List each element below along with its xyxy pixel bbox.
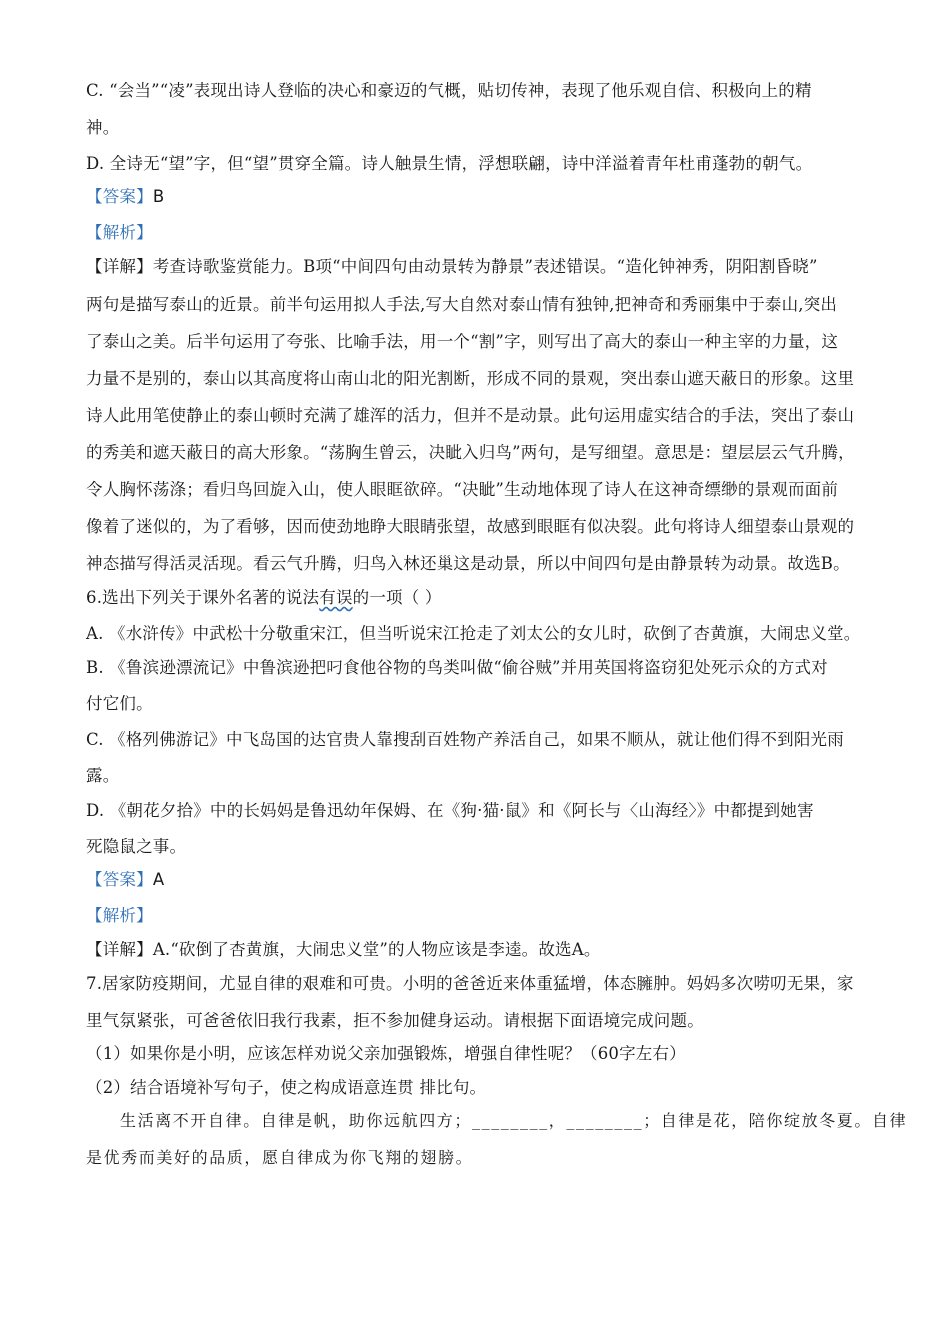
q6-option-b-line2: 付它们。 xyxy=(86,694,153,713)
detail-label: 【详解】 xyxy=(86,257,153,276)
q6-answer xyxy=(86,868,876,892)
q7-stem-line2: 里气氛紧张，可爸爸依旧我行我素，拒不参加健身运动。请根据下面语境完成问题。 xyxy=(86,1011,704,1030)
q5-option-c-line1: C. “会当”“凌”表现出诗人登临的决心和豪迈的气概，贴切传神，表现了他乐观自信、积极向上的精 xyxy=(86,81,812,100)
q5-detail-line-4: 诗人此用笔使静止的泰山顿时充满了雄浑的活力，但并不是动景。此句运用虚实结合的手法，突出了泰山 xyxy=(86,406,855,425)
answer-label: 【答案】 xyxy=(86,187,153,206)
detail-text: A.“砍倒了杏黄旗，大闹忠义堂”的人物应该是李逵。故选A。 xyxy=(152,940,601,959)
q6-option-c-line2: 露。 xyxy=(86,766,120,785)
answer-label: 【答案】 xyxy=(86,870,153,889)
answer-value: A xyxy=(152,870,165,889)
q6-option-c-line1: C. 《格列佛游记》中飞岛国的达官贵人靠搜刮百姓物产养活自己，如果不顺从，就让他们得不到阳光雨 xyxy=(86,730,844,749)
q6-option-d-line2: 死隐鼠之事。 xyxy=(86,837,187,856)
q5-detail-line-2: 了泰山之美。后半句运用了夸张、比喻手法，用一个“割”字，则写出了高大的泰山一种主宰的力量，这 xyxy=(86,332,839,351)
q7-subquestion-1: （1）如果你是小明，应该怎样劝说父亲加强锻炼，增强自律性呢？（60字左右） xyxy=(86,1044,686,1063)
q7-paragraph-line1: 生活离不开自律。自律是帆，助你远航四方；________，________；自律是花，陪你绽放冬夏。自律 xyxy=(120,1111,908,1130)
q5-detail-line-0 xyxy=(86,255,876,279)
q6-option-a: A. 《水浒传》中武松十分敬重宋江，但当听说宋江抢走了刘太公的女儿时，砍倒了杏黄旗，大闹忠义堂。 xyxy=(86,624,861,643)
q6-option-d-line1: D. 《朝花夕拾》中的长妈妈是鲁迅幼年保姆、在《狗·猫·鼠》和《阿长与〈山海经〉》中都提到她害 xyxy=(86,801,814,820)
q5-detail-line-3: 力量不是别的，泰山以其高度将山南山北的阳光割断，形成不同的景观，突出泰山遮天蔽日的形象。这里 xyxy=(86,369,855,388)
analysis-label: 【解析】 xyxy=(86,223,153,242)
q5-option-d: D. 全诗无“望”字，但“望”贯穿全篇。诗人触景生情，浮想联翩，诗中洋溢着青年杜甫蓬勃的朝气。 xyxy=(86,154,813,173)
q6-stem-emphasis: 有误 xyxy=(319,588,353,607)
q5-answer xyxy=(86,185,876,209)
q5-detail-line-7: 像着了迷似的，为了看够，因而使劲地睁大眼睛张望，故感到眼眶有似决裂。此句将诗人细望泰山景观的 xyxy=(86,517,855,536)
q6-analysis-label xyxy=(86,904,876,928)
detail-text: 考查诗歌鉴赏能力。B项“中间四句由动景转为静景”表述错误。“造化钟神秀，阴阳割昏晓” xyxy=(152,257,818,276)
analysis-label: 【解析】 xyxy=(86,906,153,925)
q7-stem-line1: 7.居家防疫期间，尤显自律的艰难和可贵。小明的爸爸近来体重猛增，体态臃肿。妈妈多次唠叨无果，家 xyxy=(86,974,854,993)
q7-paragraph-line2: 是优秀而美好的品质，愿自律成为你飞翔的翅膀。 xyxy=(86,1148,474,1167)
q6-stem-post: 的一项（ ） xyxy=(352,588,442,607)
q6-stem xyxy=(86,586,876,610)
q5-analysis-label xyxy=(86,221,876,245)
q6-stem-pre: 6.选出下列关于课外名著的说法 xyxy=(86,588,320,607)
detail-label: 【详解】 xyxy=(86,940,153,959)
q5-detail-line-1: 两句是描写泰山的近景。前半句运用拟人手法,写大自然对泰山情有独钟,把神奇和秀丽集中于泰山,突出 xyxy=(86,295,838,314)
q5-detail-line-6: 令人胸怀荡涤；看归鸟回旋入山，使人眼眶欲碎。“决眦”生动地体现了诗人在这神奇缥缈的景观而面前 xyxy=(86,480,839,499)
answer-value: B xyxy=(152,187,165,206)
q5-option-c-line2: 神。 xyxy=(86,118,120,137)
q6-option-b-line1: B. 《鲁滨逊漂流记》中鲁滨逊把叼食他谷物的鸟类叫做“偷谷贼”并用英国将盗窃犯处死示众的方式对 xyxy=(86,658,828,677)
q5-detail-line-5: 的秀美和遮天蔽日的高大形象。“荡胸生曾云，决眦入归鸟”两句，是写细望。意思是：望层层云气升腾， xyxy=(86,443,855,462)
q7-subquestion-2: （2）结合语境补写句子，使之构成语意连贯 排比句。 xyxy=(86,1078,487,1097)
q5-detail-line-8: 神态描写得活灵活现。看云气升腾，归鸟入林还巢这是动景，所以中间四句是由静景转为动景。故选B。 xyxy=(86,554,850,573)
q6-detail xyxy=(86,938,876,962)
